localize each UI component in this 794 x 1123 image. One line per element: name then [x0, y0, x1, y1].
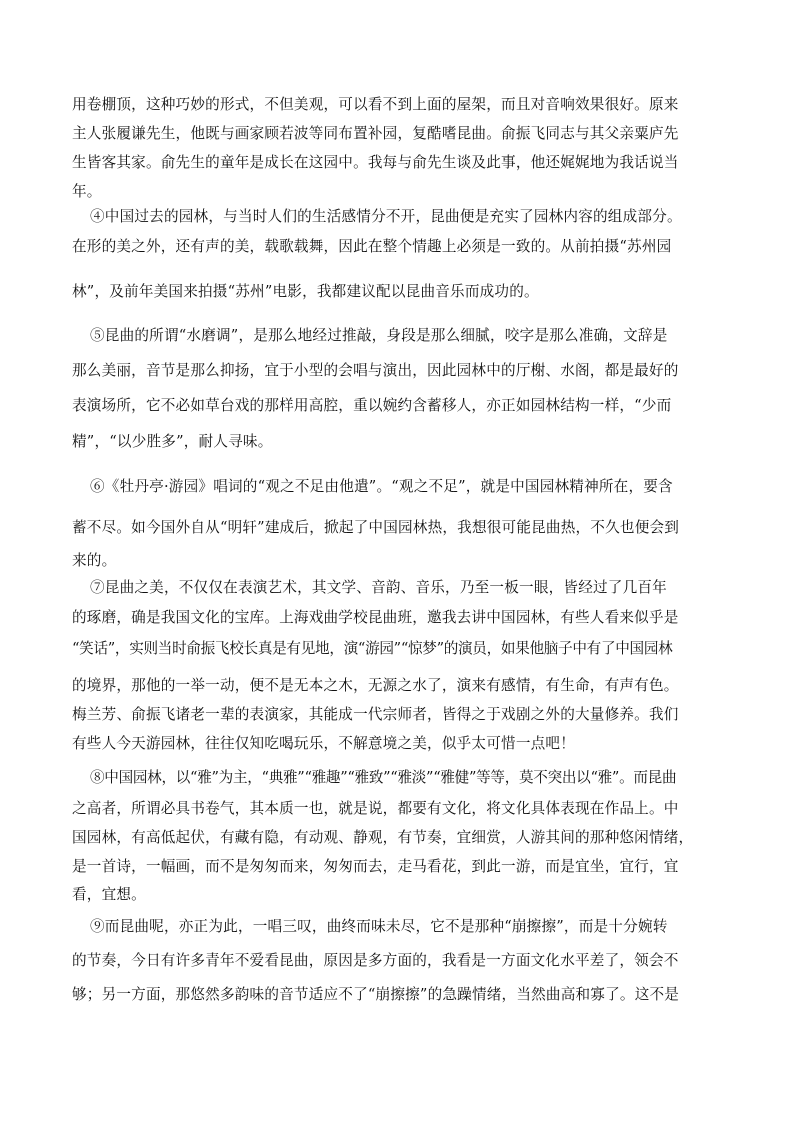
text-line: 梅兰芳、俞振飞诸老一辈的表演家，其能成一代宗师者，皆得之于戏剧之外的大量修养。我们	[72, 706, 679, 723]
text-line: 来的。	[72, 552, 117, 569]
text-line: 林”，及前年美国来拍摄“苏州”电影，我都建议配以昆曲音乐而成功的。	[72, 283, 539, 300]
text-line: “笑话”，实则当时俞振飞校长真是有见地，演“游园”“惊梦”的演员，如果他脑子中有了中国园林	[72, 640, 673, 657]
paragraph-7-first-line: ⑦昆曲之美，不仅仅在表演艺术，其文学、音韵、音乐，乃至一板一眼，皆经过了几百年	[90, 579, 667, 596]
paragraph-5-first-line: ⑤昆曲的所谓“水磨调”，是那么地经过推敲，身段是那么细腻，咬字是那么准确，文辞是	[90, 327, 668, 344]
text-line: 表演场所，它不必如草台戏的那样用高腔，重以婉约含蓄移人，亦正如园林结构一样，“少而	[72, 397, 672, 414]
text-line: 主人张履谦先生，他既与画家顾若波等同布置补园，复酷嗜昆曲。俞振飞同志与其父亲粟庐先	[72, 125, 679, 142]
text-line: 是一首诗，一幅画，而不是匆匆而来，匆匆而去，走马看花，到此一游，而是宜坐，宜行，宜	[72, 858, 679, 875]
text-line: 有些人今天游园林，往往仅知吃喝玩乐，不解意境之美，似乎太可惜一点吧！	[72, 735, 575, 752]
text-line: 看，宜想。	[72, 886, 146, 903]
text-line: 年。	[72, 183, 102, 200]
text-line: 蓄不尽。如今国外自从“明轩”建成后，掀起了中国园林热，我想很可能昆曲热，不久也便会到	[72, 519, 680, 536]
text-line: 国园林，有高低起伏，有藏有隐，有动观、静观，有节奏，宜细赏，人游其间的那种悠闲情绪，	[72, 829, 694, 846]
text-line: 精”，“以少胜多”，耐人寻味。	[72, 433, 273, 450]
paragraph-8-first-line: ⑧中国园林，以“雅”为主，“典雅”“雅趣”“雅致”“雅淡”“雅健”等等，莫不突出以“雅”。而昆曲	[90, 769, 677, 786]
text-line: 在形的美之外，还有声的美，载歌载舞，因此在整个情趣上必须是一致的。从前拍摄“苏州园	[72, 238, 672, 255]
text-line: 那么美丽，音节是那么抑扬，宜于小型的会唱与演出，因此园林中的厅榭、水阁，都是最好的	[72, 362, 679, 379]
text-line: 够；另一方面，那悠然多韵味的音节适应不了“崩擦擦”的急躁情绪，当然曲高和寡了。这不是	[72, 986, 680, 1003]
text-line: 的琢磨，确是我国文化的宝库。上海戏曲学校昆曲班，邀我去讲中国园林，有些人看来似乎是	[72, 609, 679, 626]
text-line: 之高者，所谓必具书卷气，其本质一也，就是说，都要有文化，将文化具体表现在作品上。中	[72, 800, 679, 817]
text-line: 用卷棚顶，这种巧妙的形式，不但美观，可以看不到上面的屋架，而且对音响效果很好。原来	[72, 96, 679, 113]
paragraph-9-first-line: ⑨而昆曲呢，亦正为此，一唱三叹，曲终而味未尽，它不是那种“崩擦擦”，而是十分婉转	[90, 918, 668, 935]
text-line: 的境界，那他的一举一动，便不是无本之木，无源之水了，演来有感情，有生命，有声有色。	[72, 677, 679, 694]
text-line: 的节奏，今日有许多青年不爱看昆曲，原因是多方面的，我看是一方面文化水平差了，领会不	[72, 952, 679, 969]
paragraph-6-first-line: ⑥《牡丹亭·游园》唱词的“观之不足由他遣”。“观之不足”，就是中国园林精神所在，要含	[90, 478, 673, 495]
paragraph-4-first-line: ④中国过去的园林，与当时人们的生活感情分不开，昆曲便是充实了园林内容的组成部分。	[90, 208, 682, 225]
text-line: 生皆客其家。俞先生的童年是成长在这园中。我每与俞先生谈及此事，他还娓娓地为我话说当	[72, 154, 679, 171]
